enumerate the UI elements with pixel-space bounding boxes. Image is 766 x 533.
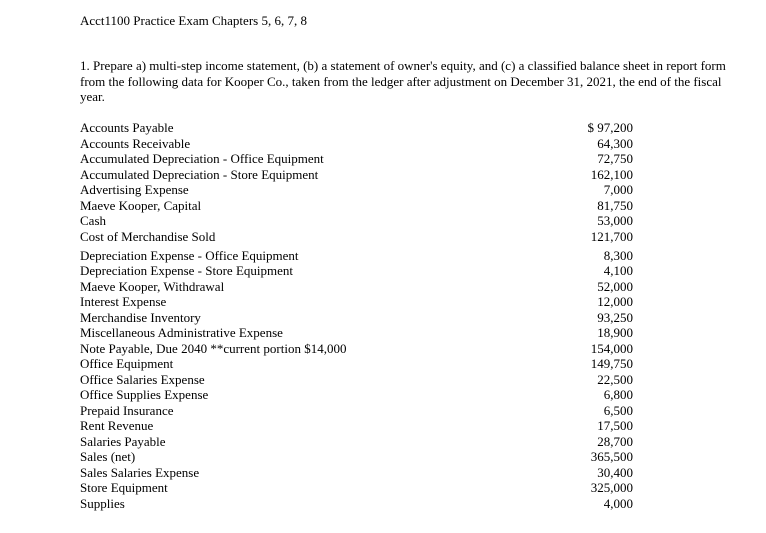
ledger-row	[80, 151, 635, 167]
account-amount: 17,500	[597, 418, 633, 433]
account-amount: $ 97,200	[587, 120, 633, 135]
account-name: Store Equipment	[80, 480, 168, 495]
ledger-row	[80, 136, 635, 152]
account-amount: 4,000	[603, 495, 633, 511]
ledger-row	[80, 341, 635, 357]
ledger-row	[80, 496, 635, 512]
account-amount: 22,500	[597, 371, 633, 387]
account-amount: 365,500	[590, 449, 633, 464]
account-amount: 72,750	[597, 151, 633, 166]
account-name: Advertising Expense	[80, 182, 189, 197]
account-amount: 149,750	[590, 356, 633, 371]
account-name: Accounts Payable	[80, 120, 174, 135]
account-name: Miscellaneous Administrative Expense	[80, 325, 283, 340]
ledger-row	[80, 279, 635, 295]
account-name: Depreciation Expense - Office Equipment	[80, 247, 299, 263]
ledger-row	[80, 198, 635, 214]
account-name: Accumulated Depreciation - Store Equipment	[80, 166, 319, 182]
ledger-row	[80, 449, 635, 465]
ledger-row	[80, 372, 635, 388]
ledger-list	[80, 120, 635, 511]
account-name: Interest Expense	[80, 294, 167, 309]
ledger-row	[80, 167, 635, 183]
account-name: Cost of Merchandise Sold	[80, 228, 216, 244]
account-name: Sales (net)	[80, 449, 136, 464]
account-amount: 8,300	[603, 247, 633, 263]
ledger-row	[80, 434, 635, 450]
account-amount: 12,000	[597, 294, 633, 309]
ledger-row	[80, 325, 635, 341]
account-amount: 154,000	[590, 340, 633, 356]
account-amount: 325,000	[590, 480, 633, 495]
account-amount: 28,700	[597, 433, 633, 449]
problem-statement: 1. Prepare a) multi-step income statement, (b) a statement of owner's equity, and (c) a classified balance sheet in report form from the following data for Kooper Co., taken from the ledger after adjustment on December 31, 2021, the end of the fiscal year.	[80, 58, 726, 104]
account-amount: 4,100	[603, 263, 633, 278]
ledger-row	[80, 263, 635, 279]
account-amount: 6,500	[603, 402, 633, 418]
ledger-row	[80, 387, 635, 403]
ledger-row	[80, 465, 635, 481]
ledger-row	[80, 120, 635, 136]
account-name: Salaries Payable	[80, 433, 166, 449]
account-name: Office Salaries Expense	[80, 371, 205, 387]
account-name: Depreciation Expense - Store Equipment	[80, 263, 293, 278]
ledger-row	[80, 213, 635, 229]
account-name: Accumulated Depreciation - Office Equipment	[80, 151, 324, 166]
ledger-row	[80, 248, 635, 264]
ledger-row	[80, 418, 635, 434]
account-name: Cash	[80, 213, 106, 228]
ledger-row	[80, 480, 635, 496]
account-name: Maeve Kooper, Withdrawal	[80, 278, 225, 294]
account-name: Maeve Kooper, Capital	[80, 197, 202, 213]
ledger-row	[80, 356, 635, 372]
account-amount: 18,900	[597, 325, 633, 340]
ledger-row	[80, 403, 635, 419]
account-name: Rent Revenue	[80, 418, 154, 433]
account-amount: 64,300	[597, 135, 633, 151]
account-name: Sales Salaries Expense	[80, 464, 200, 480]
ledger-row	[80, 310, 635, 326]
account-amount: 30,400	[597, 464, 633, 480]
ledger-row	[80, 229, 635, 245]
document-header: Acct1100 Practice Exam Chapters 5, 6, 7, 8	[80, 13, 307, 28]
account-amount: 93,250	[597, 309, 633, 325]
ledger-row	[80, 182, 635, 198]
account-name: Prepaid Insurance	[80, 402, 174, 418]
account-name: Accounts Receivable	[80, 135, 191, 151]
account-name: Office Equipment	[80, 356, 174, 371]
account-amount: 162,100	[590, 166, 633, 182]
account-amount: 52,000	[597, 278, 633, 294]
account-amount: 81,750	[597, 197, 633, 213]
account-amount: 121,700	[590, 228, 633, 244]
account-name: Office Supplies Expense	[80, 387, 209, 402]
account-name: Note Payable, Due 2040 **current portion $14,000	[80, 340, 347, 356]
account-amount: 53,000	[597, 213, 633, 228]
account-amount: 7,000	[603, 182, 633, 197]
ledger-row	[80, 294, 635, 310]
account-amount: 6,800	[603, 387, 633, 402]
account-name: Merchandise Inventory	[80, 309, 201, 325]
account-name: Supplies	[80, 495, 125, 511]
